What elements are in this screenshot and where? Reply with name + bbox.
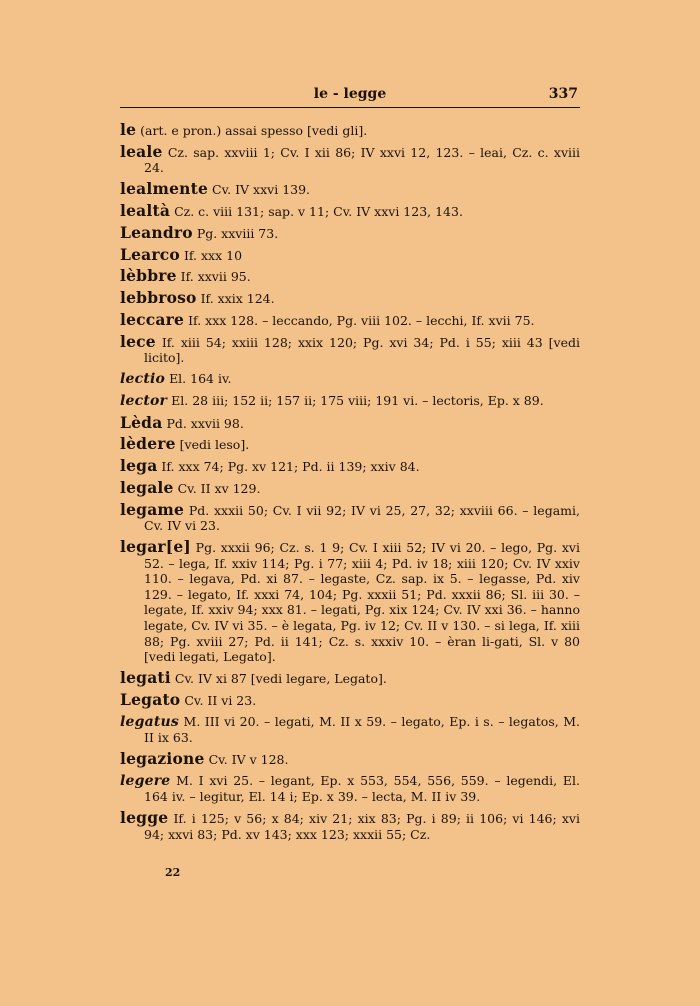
dictionary-entry [120, 458, 580, 475]
entry-headword: legge [120, 808, 169, 828]
entry-headword: legazione [120, 748, 205, 768]
entry-references: Pg. xxxii 96; Cz. s. 1 9; Cv. I xiii 52; IV vi 20. – lego, Pg. xvi 52. – lega, If. xxiv 114; Pg. i 77; xiii 4; Pd. iv 18; xiii 120; Cv. IV xxiv 110. – legava, Pd. xi 87. – legaste, Cz. sap. ix 5. – legasse, Pd. xiv 129. – legato, If. xxxi 74, 104; Pg. xxxii 51; Pd. xxxii 86; Sl. iii 30. – legate, If. xxiv 94; xxx 81. – legati, Pg. xix 124; Cv. IV xxi 36. – hanno legate, Cv. IV vi 35. – è legata, Pg. iv 12; Cv. II v 130. – si lega, If. xiii 88; Pg. xviii 27; Pd. ii 141; Cz. s. xxxiv 10. – èran li-gati, Sl. v 80 [vedi legati, Legato]. [144, 540, 580, 665]
entry-headword: lece [120, 331, 156, 351]
entry-references: M. III vi 20. – legati, M. II x 59. – legato, Ep. i s. – legatos, M. II ix 63. [144, 713, 580, 746]
entry-headword: lega [120, 456, 158, 476]
entry-headword: legere [120, 772, 171, 789]
entry-references: Cz. c. viii 131; sap. v 11; Cv. IV xxvi 123, 143. [174, 203, 463, 219]
entry-references: El. 164 iv. [169, 371, 232, 386]
header-title: le - legge [313, 86, 387, 102]
entry-references: If. xxx 74; Pg. xv 121; Pd. ii 139; xxiv 84. [161, 459, 420, 475]
entry-headword: lealmente [120, 179, 209, 199]
signature-mark: 22 [165, 866, 181, 879]
dictionary-entry [120, 141, 580, 176]
entry-headword: lealtà [120, 200, 171, 220]
entry-headword: legale [120, 477, 174, 497]
entry-references: If. xxx 10 [183, 247, 243, 263]
entry-headword: leccare [120, 309, 185, 329]
entry-headword: leale [120, 141, 163, 161]
entry-references: Pd. xxxii 50; Cv. I vii 92; IV vi 25, 27, 32; xxviii 66. – legami, Cv. IV vi 23. [144, 502, 580, 534]
entry-references: If. xiii 54; xxiii 128; xxix 120; Pg. xvi 34; Pd. i 55; xiii 43 [vedi licito]. [144, 334, 580, 366]
entry-headword: lèbbre [120, 266, 177, 286]
dictionary-entry [120, 393, 580, 410]
entry-headword: le [120, 120, 137, 139]
entry-references: Cv. IV xxvi 139. [212, 182, 311, 198]
dictionary-entry [120, 244, 580, 264]
dictionary-entry [120, 181, 580, 198]
entry-references: If. xxx 128. – leccando, Pg. viii 102. – lecchi, If. xvii 75. [188, 312, 535, 328]
entry-references: If. i 125; v 56; x 84; xiv 21; xix 83; Pg. i 89; ii 106; vi 146; xvi 94; xxvi 83; Pd. xv 143; xxx 123; xxxii 55; Cz. [144, 811, 580, 842]
entry-references: If. xxix 124. [200, 291, 275, 307]
dictionary-entry [120, 670, 580, 687]
entry-references: Pg. xxviii 73. [196, 225, 279, 241]
dictionary-entry [120, 810, 580, 842]
dictionary-entry [120, 309, 580, 329]
entry-headword: Lèda [120, 412, 163, 432]
entry-references: Pd. xxvii 98. [166, 415, 244, 431]
running-header [120, 86, 580, 106]
entry-references: Cz. sap. xxviii 1; Cv. I xii 86; IV xxvi 12, 123. – leai, Cz. c. xviii 24. [144, 144, 580, 176]
entry-references: [vedi leso]. [179, 437, 250, 453]
dictionary-entry [120, 714, 580, 746]
entry-headword: lebbroso [120, 288, 197, 308]
dictionary-entry [120, 331, 580, 366]
entry-headword: legame [120, 499, 185, 519]
entry-headword: legatus [120, 713, 180, 730]
dictionary-entry [120, 412, 580, 432]
entry-references: Cv. IV v 128. [208, 751, 289, 767]
dictionary-entry [120, 773, 580, 805]
entry-references: Cv. II xv 129. [177, 480, 261, 496]
entry-headword: Leandro [120, 222, 193, 242]
entry-headword: lector [120, 392, 168, 409]
entry-list [120, 122, 580, 847]
entry-references: Cv. II vi 23. [184, 692, 257, 708]
dictionary-entry [120, 689, 580, 709]
entry-headword: legar[e] [120, 537, 191, 557]
dictionary-entry [120, 122, 580, 139]
entry-references: If. xxvii 95. [180, 269, 251, 285]
entry-headword: Legato [120, 689, 181, 709]
entry-references: El. 28 iii; 152 ii; 157 ii; 175 viii; 191 vi. – lectoris, Ep. x 89. [171, 392, 544, 408]
dictionary-entry [120, 200, 580, 220]
dictionary-entry [120, 748, 580, 768]
entry-headword: lectio [120, 371, 166, 387]
dictionary-entry [120, 499, 580, 534]
dictionary-entry [120, 290, 580, 307]
dictionary-entry [120, 436, 580, 453]
entry-headword: legati [120, 668, 171, 687]
dictionary-entry [120, 268, 580, 285]
dictionary-entry [120, 539, 580, 665]
page-number: 337 [548, 86, 578, 102]
entry-references: M. I xvi 25. – legant, Ep. x 553, 554, 556, 559. – legendi, El. 164 iv. – legitur, El. 14 i; Ep. x 39. – lecta, M. II iv 39. [144, 772, 580, 805]
dictionary-entry [120, 222, 580, 242]
entry-headword: lèdere [120, 434, 176, 454]
entry-references: (art. e pron.) assai spesso [vedi gli]. [140, 123, 368, 138]
dictionary-entry [120, 477, 580, 497]
dictionary-entry [120, 371, 580, 388]
header-rule [120, 107, 580, 108]
entry-references: Cv. IV xi 87 [vedi legare, Legato]. [174, 671, 387, 686]
entry-headword: Learco [120, 244, 180, 264]
